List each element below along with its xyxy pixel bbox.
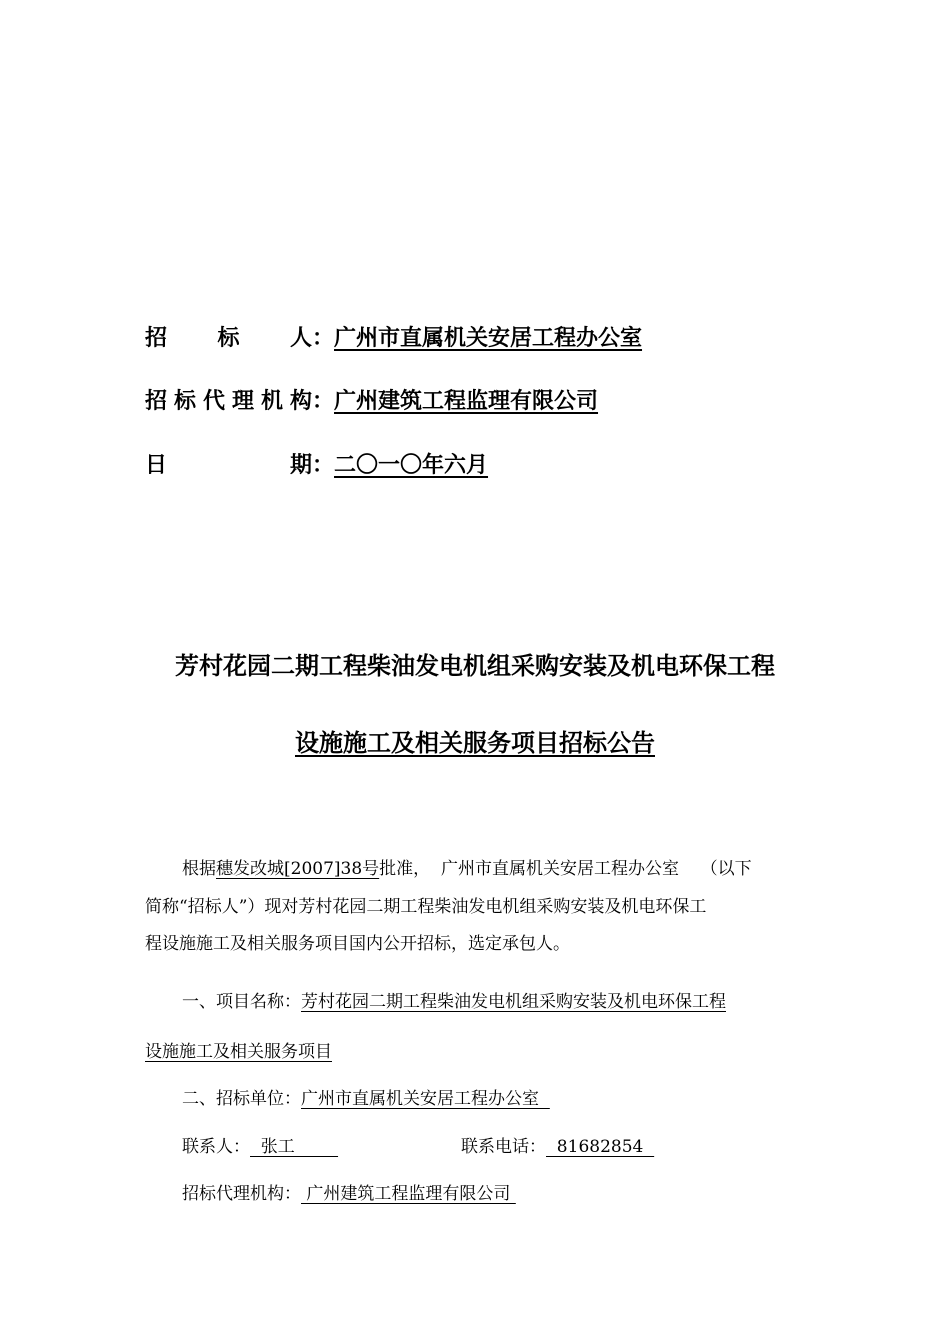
agency-contact-row — [182, 1182, 516, 1206]
notice-title-line-2-text: 设施施工及相关服务项目招标公告 — [295, 729, 655, 757]
date-value: 二〇一〇年六月 — [334, 453, 489, 478]
date-label: 日 期 — [145, 453, 312, 478]
project-name-value-2: 设施施工及相关服务项目 — [145, 1042, 332, 1062]
agency-contact-label: 招标代理机构： — [182, 1184, 301, 1204]
intro-prefix: 根据 — [182, 859, 216, 879]
project-name-row — [182, 990, 726, 1014]
approval-document-number: 穗发改城[2007]38号 — [216, 859, 380, 879]
tenderer-label: 招 标 人 — [145, 326, 312, 351]
phone-value: 81682854 — [546, 1137, 655, 1157]
agency-label: 招标代理机构 — [145, 389, 312, 414]
tenderer-value: 广州市直属机关安居工程办公室 — [334, 326, 643, 351]
tenderer-colon: ： — [312, 326, 335, 351]
contact-label: 联系人： — [182, 1137, 250, 1157]
intro-line-1-rest: 批准， 广州市直属机关安居工程办公室 （以下 — [379, 859, 752, 879]
intro-line-2: 简称“招标人”）现对芳村花园二期工程柴油发电机组采购安装及机电环保工 — [145, 897, 707, 917]
tender-unit-label: 二、招标单位： — [182, 1089, 301, 1109]
tender-unit-value: 广州市直属机关安居工程办公室 — [301, 1089, 550, 1109]
phone-label: 联系电话： — [461, 1137, 546, 1157]
agency-value: 广州建筑工程监理有限公司 — [334, 389, 599, 414]
contact-value: 张工 — [250, 1137, 339, 1157]
date-row — [145, 452, 488, 480]
intro-line-3: 程设施施工及相关服务项目国内公开招标，选定承包人。 — [145, 934, 570, 954]
tenderer-row — [145, 325, 642, 353]
notice-title-line-2 — [0, 727, 950, 759]
agency-contact-value: 广州建筑工程监理有限公司 — [301, 1184, 516, 1204]
agency-colon: ： — [312, 389, 335, 414]
project-name-value-1: 芳村花园二期工程柴油发电机组采购安装及机电环保工程 — [301, 992, 726, 1012]
notice-title-line-1: 芳村花园二期工程柴油发电机组采购安装及机电环保工程 — [175, 652, 775, 680]
contact-row — [182, 1135, 338, 1159]
project-name-label: 一、项目名称： — [182, 992, 301, 1012]
tender-unit-row — [182, 1087, 550, 1111]
project-name-row-2 — [145, 1040, 332, 1064]
agency-row — [145, 388, 598, 416]
phone-row — [461, 1135, 654, 1159]
intro-line-1 — [182, 857, 752, 881]
date-colon: ： — [312, 453, 335, 478]
